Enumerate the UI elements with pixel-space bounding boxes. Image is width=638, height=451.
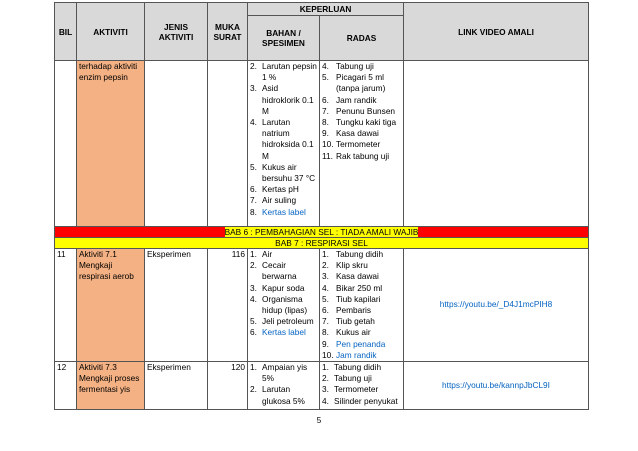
item-number: 4.: [322, 395, 329, 406]
list-item: [250, 61, 317, 83]
item-text: Penunu Bunsen: [336, 105, 396, 116]
item-number: 2.: [250, 384, 257, 395]
list-item: [322, 362, 401, 373]
list-item: [322, 117, 401, 128]
list-item: [322, 61, 401, 72]
item-text: Tabung didih: [334, 362, 382, 373]
jenis-cell: [145, 61, 208, 227]
jenis-cell: Eksperimen: [145, 249, 208, 362]
item-text: Larutan glukosa 5%: [262, 384, 305, 406]
item-number: 2.: [322, 260, 329, 271]
list-item: [250, 184, 317, 195]
item-text: Organisma hidup (lipas): [262, 293, 308, 316]
item-text: Pen penanda: [336, 338, 386, 349]
list-item: [322, 260, 401, 271]
item-text: Air suling: [262, 195, 297, 206]
item-text: Kertas label: [262, 206, 306, 217]
list-item: [250, 294, 317, 316]
item-text: Tabung didih: [336, 249, 384, 259]
header-link: LINK VIDEO AMALI: [404, 3, 589, 61]
list-item: [250, 384, 317, 406]
radas-cell: [320, 61, 404, 227]
list-item: [322, 151, 401, 162]
banner-bab6: [55, 227, 589, 238]
header-aktiviti: AKTIVITI: [77, 3, 145, 61]
item-text: Tiub getah: [336, 316, 375, 327]
item-number: 2.: [322, 373, 329, 384]
item-number: 6.: [250, 184, 257, 195]
table-row-12: [55, 362, 589, 410]
radas-cell: [320, 249, 404, 362]
list-item: [250, 260, 317, 282]
radas-list: [322, 61, 401, 162]
item-number: 8.: [322, 327, 329, 338]
list-item: [250, 283, 317, 294]
item-text: Kukus air bersuhu 37 °C: [262, 161, 316, 184]
item-number: 4.: [250, 293, 257, 304]
header-bahan: BAHAN / SPESIMEN: [248, 16, 320, 61]
jenis-cell: Eksperimen: [145, 362, 208, 410]
header-muka: MUKA SURAT: [208, 3, 248, 61]
amali-table: [54, 2, 589, 410]
list-item: [322, 373, 401, 384]
link-cell: [404, 61, 589, 227]
list-item: [322, 128, 401, 139]
item-number: 2.: [250, 61, 257, 71]
youtube-link[interactable]: https://youtu.be/kannpJbCL9I: [404, 362, 589, 410]
list-item: [322, 294, 401, 305]
list-item: [322, 95, 401, 106]
list-item: [250, 249, 317, 260]
item-number: 4.: [322, 61, 329, 71]
item-text: Pembaris: [336, 305, 372, 316]
item-number: 5.: [250, 161, 257, 172]
banner-bab6-row: [55, 227, 589, 238]
item-text: Kasa dawai: [336, 271, 379, 282]
item-text: Klip skru: [336, 260, 368, 271]
bahan-cell: [248, 362, 320, 410]
bil-cell: 11: [55, 249, 77, 362]
list-item: [322, 271, 401, 282]
bil-cell: [55, 61, 77, 227]
item-number: 4.: [322, 282, 329, 293]
item-number: 9.: [322, 128, 329, 139]
item-number: 1.: [322, 362, 329, 373]
item-number: 1.: [250, 249, 257, 259]
item-text: Tungku kaki tiga: [336, 117, 397, 128]
banner-bab7: BAB 7 : RESPIRASI SEL: [55, 238, 589, 249]
item-number: 8.: [322, 117, 329, 128]
item-number: 3.: [322, 384, 329, 395]
youtube-link[interactable]: https://youtu.be/_D4J1mcPIH8: [404, 249, 589, 362]
list-item: [322, 72, 401, 94]
bil-cell: 12: [55, 362, 77, 410]
item-text: Kertas pH: [262, 184, 299, 195]
item-number: 7.: [322, 105, 329, 116]
radas-cell: [320, 362, 404, 410]
item-number: 1.: [322, 249, 329, 259]
list-item: [322, 396, 401, 407]
item-number: 11.: [322, 150, 333, 161]
bahan-list: [250, 61, 317, 218]
table-row-11: [55, 249, 589, 362]
list-item: [250, 316, 317, 327]
banner-bab6-text: BAB 6 : PEMBAHAGIAN SEL : TIADA AMALI WAJIB: [224, 227, 419, 237]
item-text: Termometer: [336, 139, 381, 150]
list-item: [322, 283, 401, 294]
item-text: Bikar 250 ml: [336, 282, 383, 293]
list-item: [322, 316, 401, 327]
item-text: Termometer: [334, 384, 379, 395]
item-text: Cecair berwarna: [262, 260, 297, 282]
list-item: [250, 327, 317, 338]
list-item: [322, 305, 401, 316]
list-item: [250, 162, 317, 184]
item-number: 5.: [322, 72, 329, 83]
item-text: Tabung uji: [336, 61, 374, 71]
bahan-cell: [248, 61, 320, 227]
item-text: Kukus air: [336, 327, 371, 338]
item-text: Tiub kapilari: [336, 293, 381, 304]
item-number: 7.: [322, 316, 329, 327]
aktiviti-cell: Aktiviti 7.1 Mengkaji respirasi aerob: [77, 249, 145, 362]
item-number: 6.: [250, 327, 257, 338]
list-item: [322, 339, 401, 350]
item-number: 10.: [322, 349, 334, 360]
item-text: Air: [262, 249, 273, 259]
bahan-list: [250, 249, 317, 339]
item-text: Kapur soda: [262, 282, 305, 293]
item-number: 1.: [250, 362, 257, 373]
table-row-previous: [55, 61, 589, 227]
list-item: [250, 195, 317, 206]
banner-bab7-row: [55, 238, 589, 249]
list-item: [322, 139, 401, 150]
list-item: [250, 83, 317, 117]
item-number: 5.: [250, 316, 257, 327]
list-item: [250, 117, 317, 162]
item-number: 6.: [322, 94, 329, 105]
list-item: [322, 350, 401, 361]
bahan-cell: [248, 249, 320, 362]
item-text: Asid hidroklorik 0.1 M: [262, 83, 314, 116]
item-text: Kertas label: [262, 327, 306, 338]
item-text: Rak tabung uji: [336, 150, 390, 161]
aktiviti-cell: terhadap aktiviti enzim pepsin: [77, 61, 145, 227]
item-text: Ampaian yis 5%: [262, 362, 308, 384]
header-keperluan: KEPERLUAN: [248, 3, 404, 16]
header-jenis: JENIS AKTIVITI: [145, 3, 208, 61]
item-number: 9.: [322, 338, 329, 349]
list-item: [322, 106, 401, 117]
list-item: [322, 384, 401, 395]
item-number: 3.: [250, 282, 257, 293]
item-text: Larutan natrium hidroksida 0.1 M: [262, 117, 314, 161]
list-item: [250, 362, 317, 384]
item-text: Jam randik: [336, 94, 377, 105]
item-text: Tabung uji: [334, 373, 372, 384]
item-number: 7.: [250, 195, 257, 206]
list-item: [250, 207, 317, 218]
item-number: 3.: [250, 83, 257, 94]
item-number: 5.: [322, 293, 329, 304]
header-bil: BIL: [55, 3, 77, 61]
item-number: 6.: [322, 305, 329, 316]
list-item: [322, 249, 401, 260]
aktiviti-cell: Aktiviti 7.3 Mengkaji proses fermentasi yis: [77, 362, 145, 410]
item-number: 4.: [250, 117, 257, 128]
item-number: 8.: [250, 206, 257, 217]
list-item: [322, 327, 401, 338]
muka-cell: 120: [208, 362, 248, 410]
bahan-list: [250, 362, 317, 407]
muka-cell: [208, 61, 248, 227]
page-number: 5: [316, 416, 322, 425]
radas-list: [322, 362, 401, 407]
item-number: 10.: [322, 139, 334, 150]
item-text: Kasa dawai: [336, 128, 379, 139]
item-text: Silinder penyukat: [334, 395, 398, 406]
item-number: 2.: [250, 260, 257, 271]
radas-list: [322, 249, 401, 361]
item-text: Jeli petroleum: [262, 316, 314, 327]
header-radas: RADAS: [320, 16, 404, 61]
muka-cell: 116: [208, 249, 248, 362]
item-text: Jam randik: [336, 349, 377, 360]
item-text: Larutan pepsin 1 %: [262, 61, 317, 83]
item-number: 3.: [322, 271, 329, 282]
item-text: Picagari 5 ml (tanpa jarum): [336, 72, 386, 94]
